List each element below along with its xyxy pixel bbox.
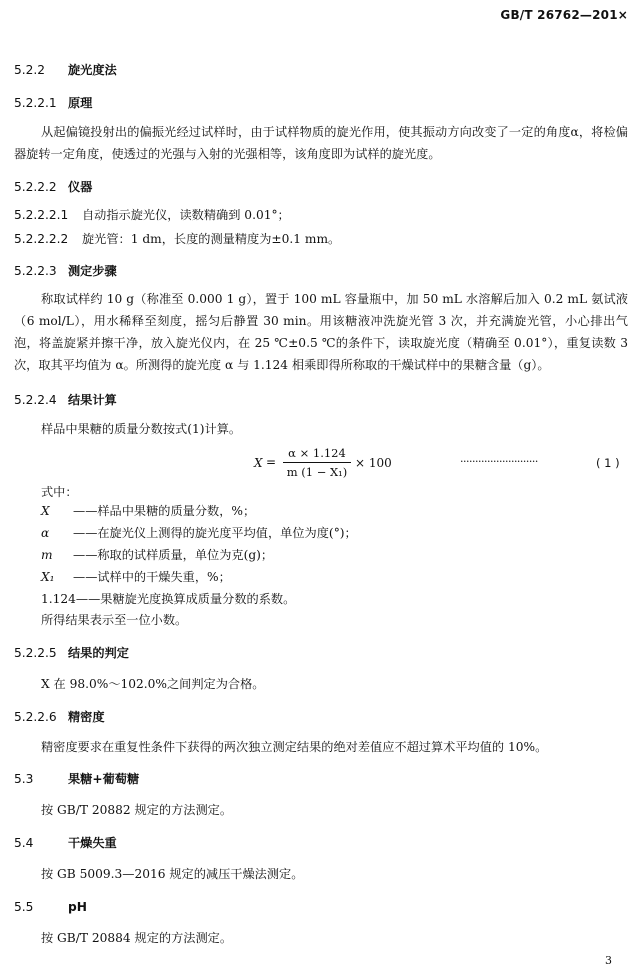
formula-fraction bbox=[283, 446, 351, 479]
formula-denominator: m (1 − X₁) bbox=[286, 465, 348, 479]
instrument-item-1 bbox=[14, 207, 628, 223]
principle-paragraph: 从起偏镜投射出的偏振光经过试样时，由于试样物质的旋光作用，使其振动方向改变了一定的角度α，将检偏器旋转一定角度，使透过的光强与入射的光强相等，该角度即为试样的旋光度。 bbox=[14, 125, 628, 161]
heading-5-2-2-6 bbox=[14, 709, 628, 725]
section-title: 旋光度法 bbox=[68, 63, 117, 77]
section-5-3-text: 按 GB/T 20882 规定的方法测定。 bbox=[41, 803, 233, 817]
formula-equals: = bbox=[266, 455, 277, 469]
heading-5-2-2-3 bbox=[14, 263, 628, 279]
symbol: X bbox=[41, 504, 50, 518]
heading-5-2-2-4 bbox=[14, 392, 628, 408]
where-label: 式中： bbox=[41, 485, 78, 499]
rounding-note: 所得结果表示至一位小数。 bbox=[41, 613, 188, 627]
symbol: α bbox=[41, 526, 50, 540]
instrument-item-2 bbox=[14, 231, 628, 247]
description: ——样品中果糖的质量分数，%； bbox=[73, 504, 256, 518]
heading-5-3 bbox=[14, 771, 628, 787]
section-title: 结果的判定 bbox=[68, 646, 129, 660]
page-number: 3 bbox=[605, 954, 612, 967]
calculation-intro: 样品中果糖的质量分数按式(1)计算。 bbox=[41, 422, 242, 436]
item-number: 5.2.2.2.2 bbox=[14, 232, 69, 246]
section-title: 精密度 bbox=[68, 710, 105, 724]
judgement-text: X 在 98.0%～102.0%之间判定为合格。 bbox=[41, 677, 265, 691]
section-title: 测定步骤 bbox=[68, 264, 117, 278]
section-number: 5.2.2.6 bbox=[14, 710, 57, 724]
formula-multiplier: × 100 bbox=[355, 456, 392, 470]
heading-5-2-2-2 bbox=[14, 179, 628, 195]
heading-5-2-2 bbox=[14, 62, 628, 78]
item-text: 自动指示旋光仪，读数精确到 0.01°； bbox=[82, 208, 290, 222]
formula-1 bbox=[0, 446, 642, 480]
section-number: 5.4 bbox=[14, 836, 34, 850]
definition-x1 bbox=[41, 569, 231, 585]
heading-5-4 bbox=[14, 835, 628, 851]
precision-text: 精密度要求在重复性条件下获得的两次独立测定结果的绝对差值应不超过算术平均值的 10%。 bbox=[41, 740, 548, 754]
section-number: 5.3 bbox=[14, 772, 34, 786]
heading-5-2-2-1 bbox=[14, 95, 628, 111]
section-5-5-text: 按 GB/T 20884 规定的方法测定。 bbox=[41, 931, 233, 945]
formula-numerator: α × 1.124 bbox=[288, 446, 346, 460]
heading-5-5 bbox=[14, 899, 628, 915]
heading-5-2-2-5 bbox=[14, 645, 628, 661]
section-title: 结果计算 bbox=[68, 393, 117, 407]
definition-x bbox=[41, 503, 255, 519]
symbol: m bbox=[41, 548, 53, 562]
formula-lhs: X bbox=[254, 456, 263, 470]
standard-header: GB/T 26762—201× bbox=[500, 8, 628, 22]
equation-number: ( 1 ) bbox=[596, 456, 620, 470]
description: ——试样中的干燥失重，%； bbox=[73, 570, 231, 584]
section-number: 5.2.2.4 bbox=[14, 393, 57, 407]
section-number: 5.2.2.1 bbox=[14, 96, 57, 110]
section-title: 果糖+葡萄糖 bbox=[68, 772, 140, 786]
section-number: 5.5 bbox=[14, 900, 34, 914]
symbol: X₁ bbox=[41, 570, 55, 584]
definition-m bbox=[41, 547, 273, 563]
section-title: 仪器 bbox=[68, 180, 93, 194]
section-5-4-text: 按 GB 5009.3—2016 规定的减压干燥法测定。 bbox=[41, 867, 304, 881]
item-text: 旋光管：1 dm，长度的测量精度为±0.1 mm。 bbox=[82, 232, 341, 246]
section-number: 5.2.2 bbox=[14, 63, 46, 77]
coefficient-definition: 1.124——果糖旋光度换算成质量分数的系数。 bbox=[41, 592, 296, 606]
description: ——在旋光仪上测得的旋光度平均值，单位为度(°)； bbox=[73, 526, 357, 540]
section-title: 原理 bbox=[68, 96, 93, 110]
item-number: 5.2.2.2.1 bbox=[14, 208, 69, 222]
section-number: 5.2.2.3 bbox=[14, 264, 57, 278]
section-number: 5.2.2.5 bbox=[14, 646, 57, 660]
section-number: 5.2.2.2 bbox=[14, 180, 57, 194]
section-title: pH bbox=[68, 900, 87, 914]
definition-alpha bbox=[41, 525, 357, 541]
section-title: 干燥失重 bbox=[68, 836, 117, 850]
procedure-paragraph: 称取试样约 10 g（称准至 0.000 1 g），置于 100 mL 容量瓶中，加 50 mL 水溶解后加入 0.2 mL 氨试液（6 mol/L），用水稀释至刻度，摇匀后静置 30 min。用该糖液冲洗旋光管 3 次，并充满旋光管，小心排出气泡，将盖旋紧并擦干净，放入旋光仪内，在 25 ℃±0.5 ℃的条件下，读取旋光度（精确至 0.01°），重复读数 3 次，取其平均值为 α。所测得的旋光度 α 与 1.124 相乘即得所称取的干燥试样中的果糖含量（g）。 bbox=[14, 292, 628, 372]
fraction-bar bbox=[283, 462, 351, 463]
description: ——称取的试样质量，单位为克(g)； bbox=[73, 548, 274, 562]
formula-leader-dots: ·························· bbox=[460, 455, 538, 468]
